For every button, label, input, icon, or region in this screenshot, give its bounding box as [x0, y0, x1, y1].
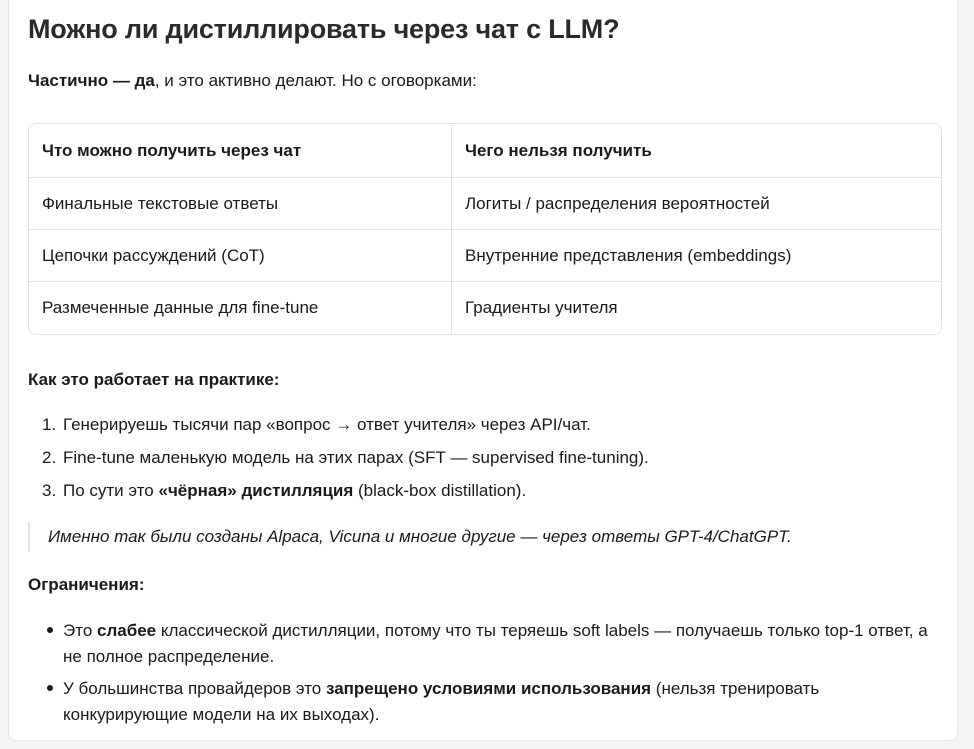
list-item-bold: «чёрная» дистилляция: [158, 481, 354, 500]
comparison-table: [28, 123, 942, 335]
table-header-can: Что можно получить через чат: [29, 124, 452, 178]
list-item-pre: Это: [63, 621, 97, 640]
table-row: [29, 178, 941, 230]
list-item-bold: запрещено условиями использования: [325, 679, 652, 698]
list-item: [28, 480, 649, 513]
list-item-post: (нельзя тренировать конкурирующие модели на их выходах).: [63, 679, 820, 724]
intro-rest: , и это активно делают. Но с оговорками:: [154, 71, 477, 90]
list-item-pre: У большинства провайдеров это: [63, 679, 326, 698]
table-cell: Градиенты учителя: [465, 298, 618, 317]
list-item: [28, 447, 649, 480]
list-item-post: (black-box distillation).: [353, 481, 527, 500]
table-cell: Внутренние представления (embeddings): [452, 230, 941, 282]
list-number: 1.: [42, 415, 57, 434]
limits-title: Ограничения:: [28, 575, 145, 594]
table-cell: Финальные текстовые ответы: [29, 178, 452, 230]
table-cell: Размеченные данные для fine-tune: [29, 282, 452, 334]
list-item-post: классической дистилляции, потому что ты теряешь soft labels — получаешь только top-1 ответ, а не полное распределение.: [63, 621, 928, 666]
table-cell: Логиты / распределения вероятностей: [452, 178, 941, 230]
table-cell: Цепочки рассуждений (CoT): [29, 230, 452, 282]
list-item-text: Fine-tune маленькую модель на этих парах (SFT — supervised fine-tuning).: [63, 448, 649, 467]
table-header-row: [29, 124, 941, 178]
bullet-icon: [47, 627, 53, 633]
list-item: [28, 676, 943, 728]
bullet-icon: [47, 685, 53, 691]
message-heading: Можно ли дистиллировать через чат с LLM?: [28, 14, 620, 44]
blockquote: Именно так были созданы Alpaca, Vicuna и многие другие — через ответы GPT-4/ChatGPT.: [28, 522, 792, 552]
practice-title: Как это работает на практике:: [28, 370, 280, 389]
list-item-text: Генерируешь тысячи пар «вопрос → ответ учителя» через API/чат.: [63, 415, 591, 434]
list-number: 3.: [42, 481, 57, 500]
list-item: [28, 414, 649, 447]
table-row: [29, 282, 941, 334]
table-row: [29, 230, 941, 282]
list-number: 2.: [42, 448, 57, 467]
list-item-bold: слабее: [97, 621, 157, 640]
chat-message-card: [8, 0, 958, 741]
intro-bold: Частично — да: [28, 71, 155, 90]
intro-paragraph: [28, 71, 477, 91]
list-item-pre: По сути это: [63, 481, 159, 500]
limits-list: [28, 618, 943, 728]
practice-list: [28, 414, 649, 513]
list-item: [28, 618, 943, 670]
table-header-cannot: Чего нельзя получить: [452, 124, 941, 178]
